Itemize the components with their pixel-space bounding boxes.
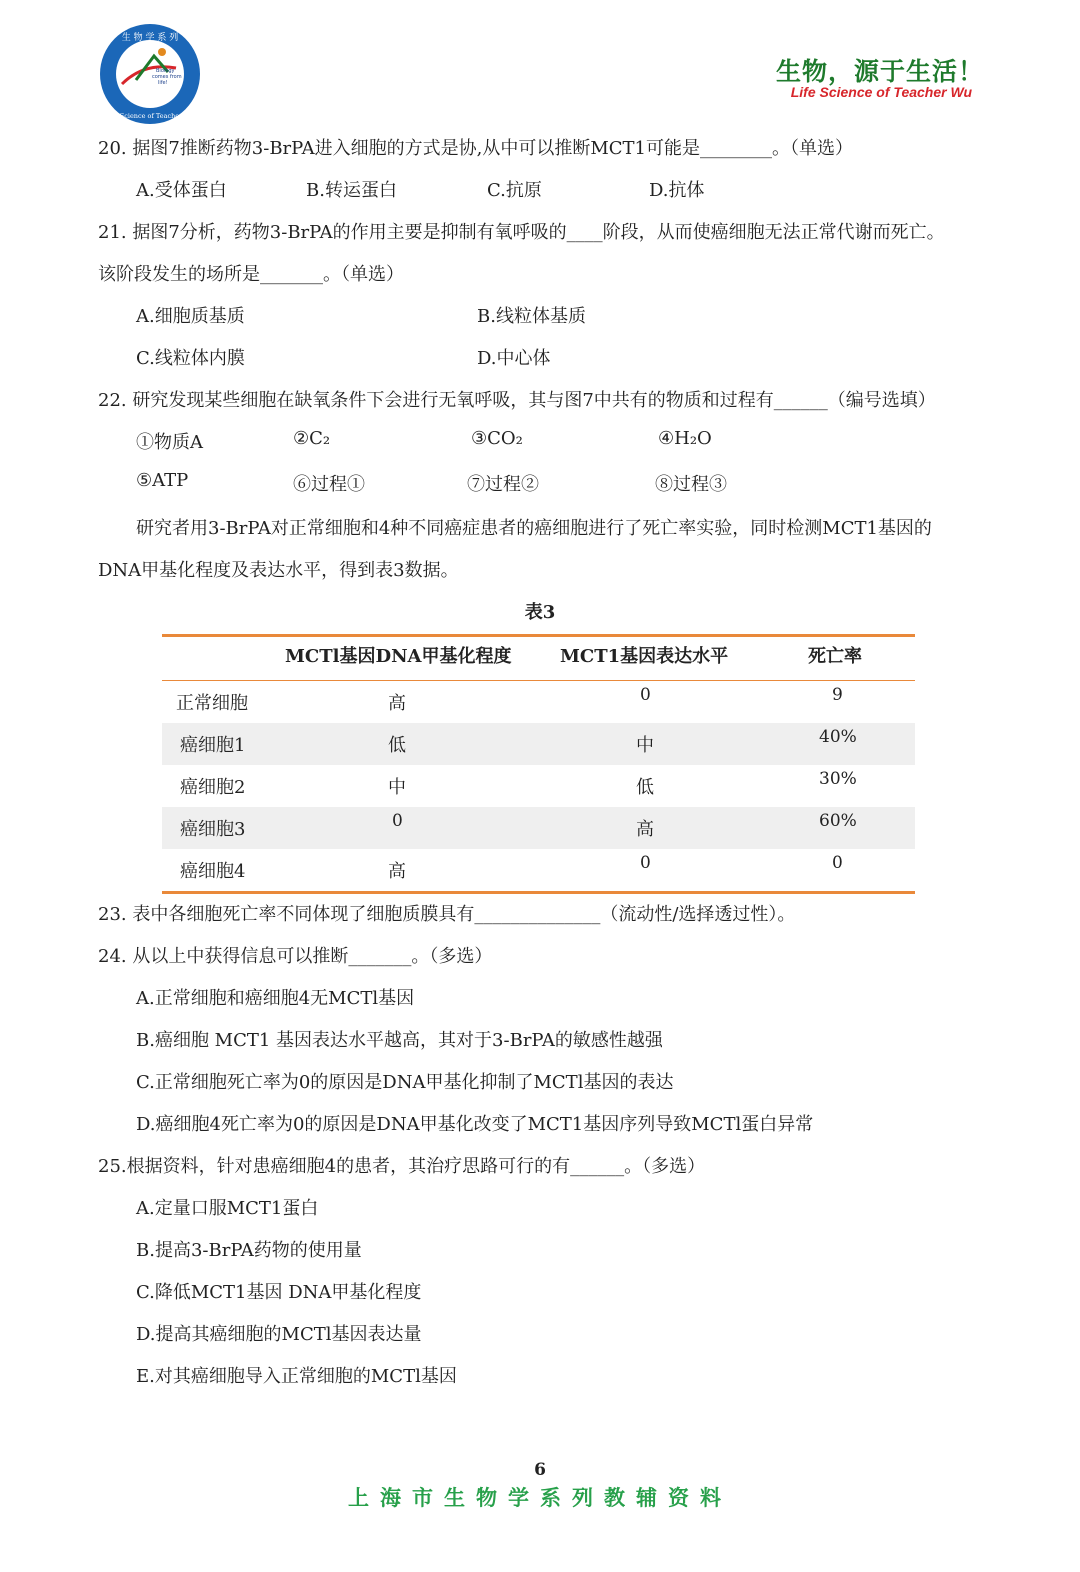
table-title: 表3 (524, 602, 556, 623)
death-rate-cell: 9 (832, 685, 843, 705)
q20-option-a: A.受体蛋白 (136, 180, 227, 201)
q21-option-a: A.细胞质基质 (136, 306, 245, 327)
methylation-cell: 高 (388, 861, 406, 882)
question-21-line1: 21. 据图7分析，药物3-BrPA的作用主要是抑制有氧呼吸的____阶段，从而使癌细胞无法正常代谢而死亡。 (98, 222, 945, 243)
q25-option-d: D.提高其癌细胞的MCTl基因表达量 (136, 1324, 422, 1345)
expression-cell: 中 (636, 735, 654, 756)
q20-option-d: D.抗体 (649, 180, 705, 201)
methylation-cell: 低 (388, 735, 406, 756)
q21-option-b: B.线粒体基质 (477, 306, 586, 327)
intro-line2: DNA甲基化程度及表达水平，得到表3数据。 (98, 560, 459, 581)
q22-option-4: ④H₂O (658, 428, 712, 449)
q22-option-8: ⑧过程③ (655, 474, 727, 495)
row-label: 正常细胞 (176, 693, 248, 714)
footer-text: 上海市生物学系列教辅资料 (348, 1486, 732, 1510)
q22-option-5: ⑤ATP (136, 470, 189, 491)
logo (96, 22, 204, 126)
logo-center-line2: comes from (152, 74, 182, 80)
question-25: 25.根据资料，针对患癌细胞4的患者，其治疗思路可行的有______。（多选） (98, 1156, 706, 1177)
page-number: 6 (534, 1460, 546, 1480)
table-row (162, 681, 915, 723)
q22-option-7: ⑦过程② (467, 474, 539, 495)
q21-option-d: D.中心体 (477, 348, 551, 369)
logo-center-line3: life! (158, 80, 168, 86)
row-label: 癌细胞4 (180, 861, 246, 882)
q22-option-6: ⑥过程① (293, 474, 365, 495)
motto: 生物，源于生活！ (775, 57, 984, 86)
methylation-cell: 0 (392, 811, 403, 831)
death-rate-cell: 60% (819, 811, 857, 831)
table-header-methylation: MCTl基因DNA甲基化程度 (285, 646, 512, 667)
intro-line1: 研究者用3-BrPA对正常细胞和4种不同癌症患者的癌细胞进行了死亡率实验，同时检测MCT1基因的 (136, 518, 932, 539)
q22-option-3: ③CO₂ (471, 428, 523, 449)
expression-cell: 0 (640, 853, 651, 873)
methylation-cell: 中 (388, 777, 406, 798)
q25-option-b: B.提高3-BrPA药物的使用量 (136, 1240, 362, 1261)
table-header-death-rate: 死亡率 (808, 646, 862, 667)
logo-ring-bottom: Life Science of Teacher Wu (105, 112, 195, 120)
table-header-expression: MCT1基因表达水平 (560, 646, 729, 667)
q20-option-c: C.抗原 (487, 180, 542, 201)
motto-subtitle: Life Science of Teacher Wu (790, 84, 972, 100)
question-20: 20. 据图7推断药物3-BrPA进入细胞的方式是协,从中可以推断MCT1可能是________。（单选） (98, 138, 854, 159)
q25-option-e: E.对其癌细胞导入正常细胞的MCTl基因 (136, 1366, 457, 1387)
death-rate-cell: 40% (819, 727, 857, 747)
q24-option-c: C.正常细胞死亡率为0的原因是DNA甲基化抑制了MCTl基因的表达 (136, 1072, 674, 1093)
q20-option-b: B.转运蛋白 (306, 180, 397, 201)
table-row (162, 849, 915, 891)
expression-cell: 低 (636, 777, 654, 798)
question-21-line2: 该阶段发生的场所是_______。（单选） (98, 264, 404, 285)
death-rate-cell: 0 (832, 853, 843, 873)
question-23: 23. 表中各细胞死亡率不同体现了细胞质膜具有______________（流动性/选择透过性）。 (98, 904, 796, 925)
q24-option-b: B.癌细胞 MCT1 基因表达水平越高，其对于3-BrPA的敏感性越强 (136, 1030, 663, 1051)
logo-ring-text: 生 物 学 系 列 (121, 33, 179, 43)
row-label: 癌细胞2 (180, 777, 246, 798)
expression-cell: 0 (640, 685, 651, 705)
table-top-rule (162, 634, 915, 637)
table-row (162, 723, 915, 765)
table-row (162, 765, 915, 807)
question-22: 22. 研究发现某些细胞在缺氧条件下会进行无氧呼吸，其与图7中共有的物质和过程有______（编号选填） (98, 390, 936, 411)
logo-center-line1: Biology (156, 68, 175, 74)
table-bottom-rule (162, 891, 915, 894)
q24-option-d: D.癌细胞4死亡率为0的原因是DNA甲基化改变了MCT1基因序列导致MCTl蛋白异常 (136, 1114, 814, 1135)
q22-option-2: ②C₂ (293, 428, 331, 449)
question-24: 24. 从以上中获得信息可以推断_______。（多选） (98, 946, 493, 967)
q25-option-a: A.定量口服MCT1蛋白 (136, 1198, 319, 1219)
q25-option-c: C.降低MCT1基因 DNA甲基化程度 (136, 1282, 422, 1303)
q21-option-c: C.线粒体内膜 (136, 348, 245, 369)
row-label: 癌细胞3 (180, 819, 246, 840)
table-row (162, 807, 915, 849)
q24-option-a: A.正常细胞和癌细胞4无MCTl基因 (136, 988, 415, 1009)
row-label: 癌细胞1 (180, 735, 246, 756)
q22-option-1: ①物质A (136, 432, 203, 453)
death-rate-cell: 30% (819, 769, 857, 789)
expression-cell: 高 (636, 819, 654, 840)
methylation-cell: 高 (388, 693, 406, 714)
